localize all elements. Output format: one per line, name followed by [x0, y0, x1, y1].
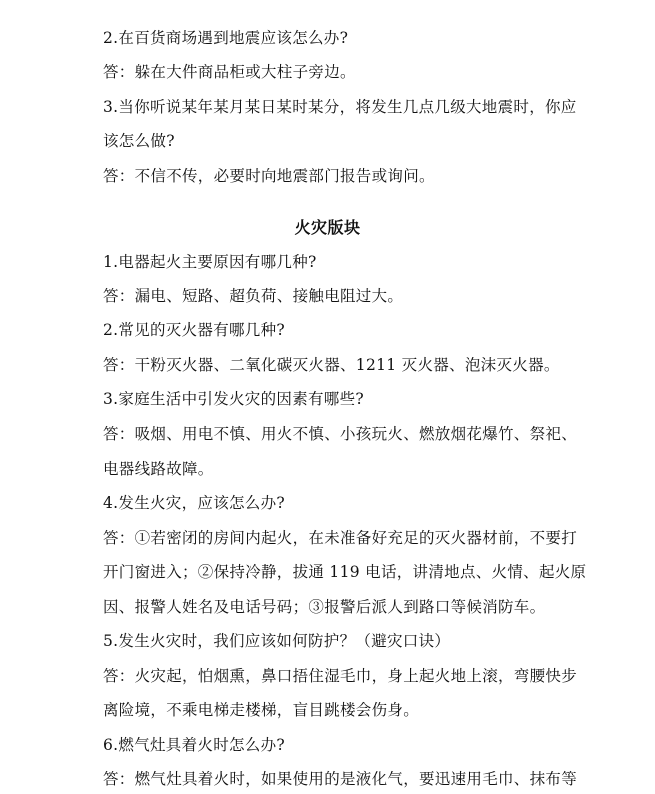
answer-line: 因、报警人姓名及电话号码；③报警后派人到路口等候消防车。 [103, 598, 546, 616]
question-line: 3.家庭生活中引发火灾的因素有哪些? [103, 390, 364, 408]
question-line: 2.常见的灭火器有哪几种? [103, 321, 285, 339]
question-line: 1.电器起火主要原因有哪几种? [103, 253, 317, 271]
answer-line: 答：吸烟、用电不慎、用火不慎、小孩玩火、燃放烟花爆竹、祭祀、 [103, 425, 578, 443]
question-line: 5.发生火灾时，我们应该如何防护？（避灾口诀） [103, 632, 451, 650]
answer-line: 开门窗进入；②保持冷静，拔通 119 电话，讲清地点、火情、起火原 [103, 563, 587, 581]
answer-line: 答：火灾起，怕烟熏，鼻口捂住湿毛巾，身上起火地上滚，弯腰快步 [103, 667, 578, 685]
question-line: 3.当你听说某年某月某日某时某分，将发生几点几级大地震时，你应 [103, 98, 577, 116]
answer-line: 答：干粉灭火器、二氧化碳灭火器、1211 灭火器、泡沫灭火器。 [103, 356, 560, 374]
answer-line: 答：①若密闭的房间内起火，在未准备好充足的灭火器材前，不要打 [103, 529, 578, 547]
answer-line: 答：躲在大件商品柜或大柱子旁边。 [103, 63, 356, 81]
answer-line: 电器线路故障。 [103, 460, 214, 478]
question-line: 2.在百货商场遇到地震应该怎么办? [103, 29, 349, 47]
question-line: 4.发生火灾，应该怎么办? [103, 494, 285, 512]
question-line: 该怎么做? [103, 132, 175, 150]
question-line: 6.燃气灶具着火时怎么办? [103, 736, 285, 754]
section-heading: 火灾版块 [294, 218, 361, 237]
answer-line: 答：漏电、短路、超负荷、接触电阻过大。 [103, 287, 404, 305]
answer-line: 离险境，不乘电梯走楼梯，盲目跳楼会伤身。 [103, 701, 420, 719]
answer-line: 答：不信不传，必要时向地震部门报告或询问。 [103, 167, 435, 185]
answer-line: 答：燃气灶具着火时，如果使用的是液化气，要迅速用毛巾、抹布等 [103, 770, 578, 788]
